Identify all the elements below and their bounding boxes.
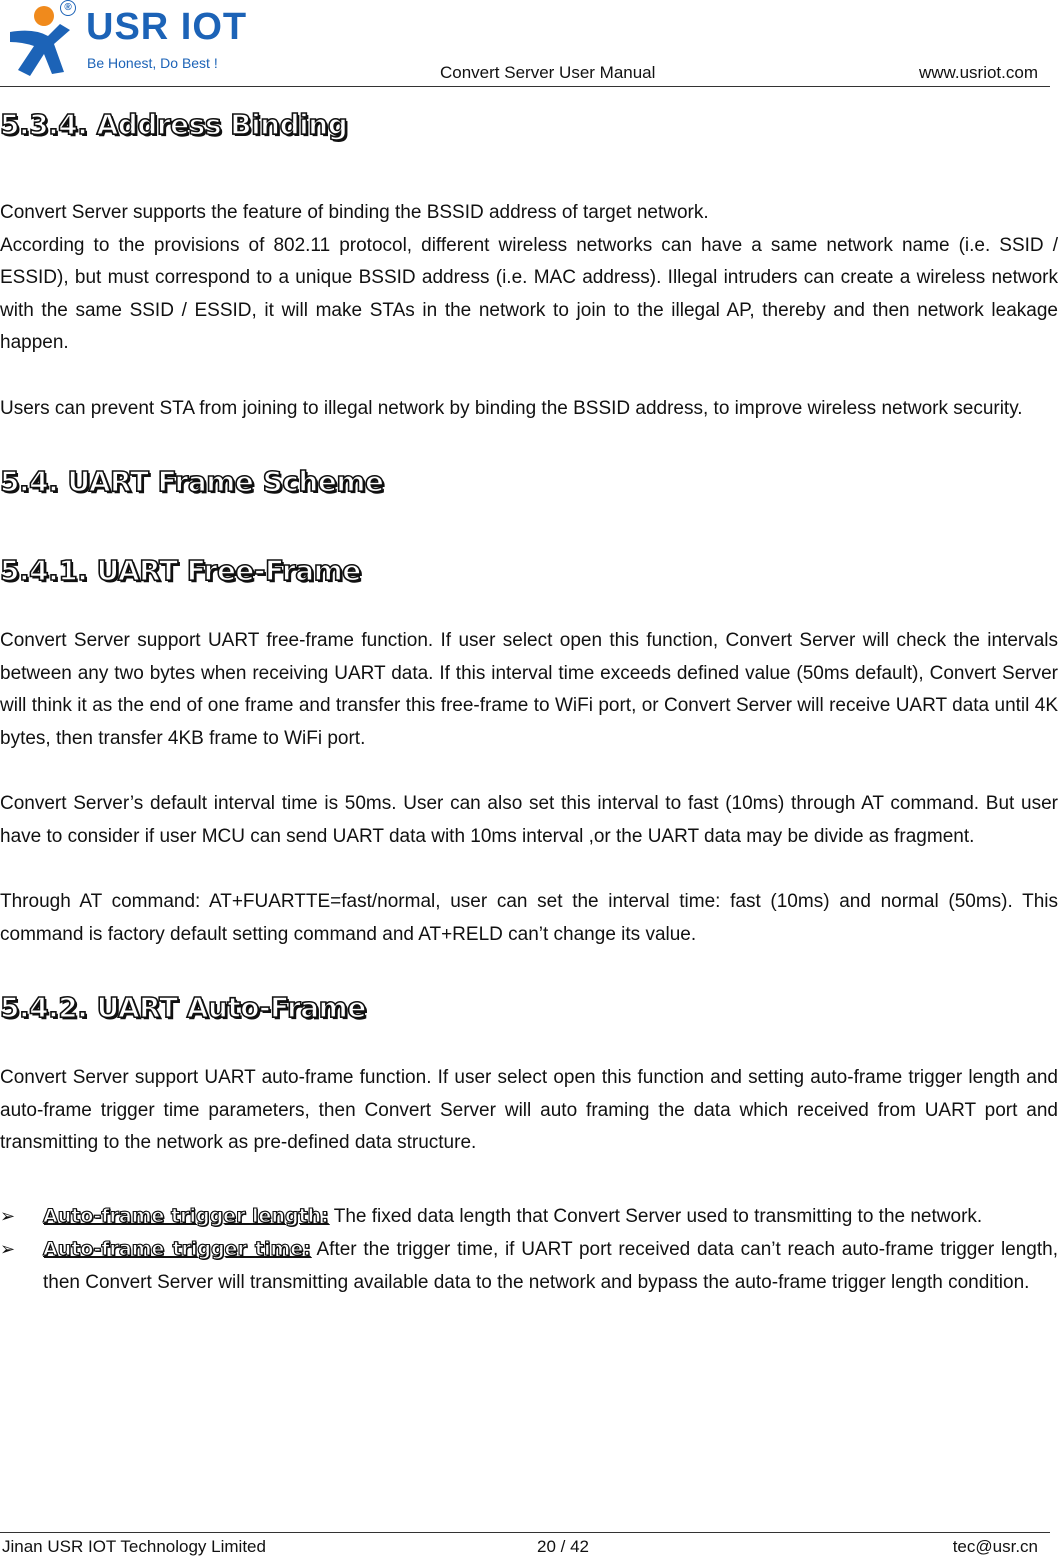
paragraph: Users can prevent STA from joining to illegal network by binding the BSSID address, to improve wireless network security. [0,397,1023,419]
bullet-term: Auto-frame trigger time: [43,1238,311,1260]
arrow-bullet-icon: ➢ [0,1239,16,1259]
arrow-bullet-icon: ➢ [0,1205,16,1226]
footer-email: tec@usr.cn [952,1537,1038,1556]
bullet-list [0,1200,1058,1300]
page-content [0,108,1058,1299]
header-divider [0,86,1050,87]
paragraph: According to the provisions of 802.11 protocol, different wireless networks can have a same network name (i.e. SSID / ESSID), but must correspond to a unique BSSID address (i.e. MAC address). Illegal intruders can create a wireless network with the same SSID / ESSID, it will make STAs in the network to join to the illegal AP, thereby and then network leakage happen. [0,234,1058,353]
heading-5-4-2: 5.4.2. UART Auto-Frame [0,991,366,1024]
paragraph: Convert Server’s default interval time is 50ms. User can also set this interval to fast (10ms) through AT command. But user have to consider if user MCU can send UART data with 10ms interval ,or the UART data may be divide as fragment. [0,793,1058,847]
heading-5-4-1: 5.4.1. UART Free-Frame [0,554,361,587]
footer-company: Jinan USR IOT Technology Limited [2,1537,266,1556]
page-header [0,0,1060,90]
paragraph: Convert Server supports the feature of binding the BSSID address of target network. [0,202,709,223]
document-title: Convert Server User Manual [440,63,656,82]
logo-slogan: Be Honest, Do Best ! [87,55,218,71]
bullet-term: Auto-frame trigger length: [43,1204,329,1227]
paragraph: Convert Server support UART auto-frame function. If user select open this function and setting auto-frame trigger length and auto-frame trigger time parameters, then Convert Server will auto framing the data which received from UART port and transmitting to the network as pre-defined data structure. [0,1067,1058,1153]
paragraph: Convert Server support UART free-frame function. If user select open this function, Convert Server will check the intervals between any two bytes when receiving UART data. If this interval time exceeds defined value (50ms default), Convert Server will think it as the end of one frame and transfer this free-frame to WiFi port, or Convert Server will receive UART data until 4K bytes, then transfer 4KB frame to WiFi port. [0,630,1058,749]
heading-5-4: 5.4. UART Frame Scheme [0,465,384,498]
heading-5-3-4: 5.3.4. Address Binding [0,108,348,141]
list-item [0,1233,1058,1299]
page-number: 20 / 42 [537,1537,589,1556]
bullet-text: The fixed data length that Convert Server used to transmitting to the network. [328,1205,983,1227]
registered-mark: ® [60,0,76,16]
paragraph: Through AT command: AT+FUARTTE=fast/normal, user can set the interval time: fast (10ms) and normal (50ms). This command is factory default setting command and AT+RELD can’t change its value. [0,891,1058,945]
header-url: www.usriot.com [918,63,1038,82]
bullet-text: After the trigger time, if UART port received data can’t reach auto-frame trigger length, then Convert Server will transmitting available data to the network and bypass the auto-frame trigger length condition. [43,1239,1058,1293]
list-item [0,1200,1058,1234]
logo-text: USR IOT [86,6,248,48]
footer-divider [0,1532,1050,1533]
